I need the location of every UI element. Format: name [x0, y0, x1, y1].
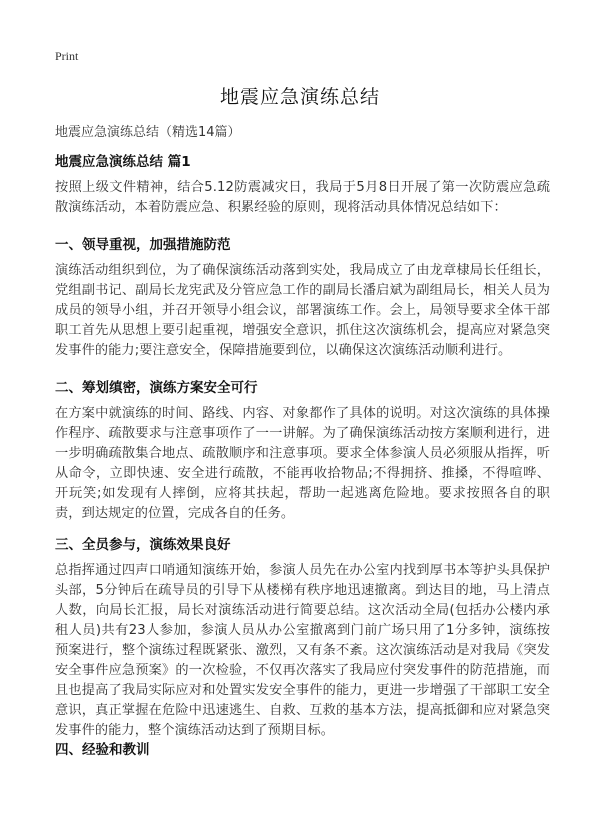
section-body-1: 演练活动组织到位，为了确保演练活动落到实处，我局成立了由龙章棣局长任组长，党组副书记、副局长龙宪武及分管应急工作的副局长潘启斌为副组局长，相关人员为成员的领导小组，并召开领导小组会议，部署演练工作。会上，局领导要求全体干部职工首先从思想上要引起重视，增强安全意识，抓住这次演练机会，提高应对紧急突发事件的能力;要注意安全，保障措施要到位，以确保这次演练活动顺利进行。 [55, 263, 550, 358]
section-heading-4: 四、经验和教训 [55, 742, 150, 758]
section-body-3: 总指挥通过四声口哨通知演练开始，参演人员先在办公室内找到厚书本等护头具保护头部，5分钟后在疏导员的引导下从楼梯有秩序地迅速撤离。到达目的地，马上清点人数，向局长汇报，局长对演练活动进行简要总结。这次活动全局(包括办公楼内承租人员)共有23人参加，参演人员从办公室撤离到门前广场只用了1分多钟，演练按预案进行，整个演练过程既紧张、激烈，又有条不紊。这次演练活动是对我局《突发安全事件应急预案》的一次检验，不仅再次落实了我局应付突发事件的防范措施，而且也提高了我局实际应对和处置实发安全事件的能力，更进一步增强了干部职工安全意识，真正掌握在危险中迅速逃生、自救、互救的基本方法，提高抵御和应对紧急突发事件的能力，整个演练活动达到了预期目标。 [55, 563, 550, 738]
document-subtitle: 地震应急演练总结（精选14篇） [55, 125, 241, 140]
article-heading: 地震应急演练总结 篇1 [55, 154, 191, 170]
section-heading-3: 三、全员参与，演练效果良好 [55, 537, 231, 553]
print-link[interactable]: Print [55, 49, 79, 63]
intro-paragraph: 按照上级文件精神，结合5.12防震减灾日，我局于5月8日开展了第一次防震应急疏散演练活动，本着防震应急、积累经验的原则，现将活动具体情况总结如下： [55, 180, 550, 215]
section-heading-1: 一、领导重视，加强措施防范 [55, 237, 231, 253]
page-title: 地震应急演练总结 [219, 86, 380, 108]
section-heading-2: 二、筹划缜密，演练方案安全可行 [55, 380, 258, 396]
section-body-2: 在方案中就演练的时间、路线、内容、对象都作了具体的说明。对这次演练的具体操作程序、疏散要求与注意事项作了一一讲解。为了确保演练活动按方案顺利进行，进一步明确疏散集合地点、疏散顺序和注意事项。要求全体参演人员必须服从指挥，听从命令，立即快速、安全进行疏散，不能再收拾物品;不得拥挤、推搡，不得喧哗、开玩笑;如发现有人摔倒，应将其扶起，帮助一起逃离危险地。要求按照各自的职责，到达规定的位置，完成各自的任务。 [55, 406, 550, 521]
